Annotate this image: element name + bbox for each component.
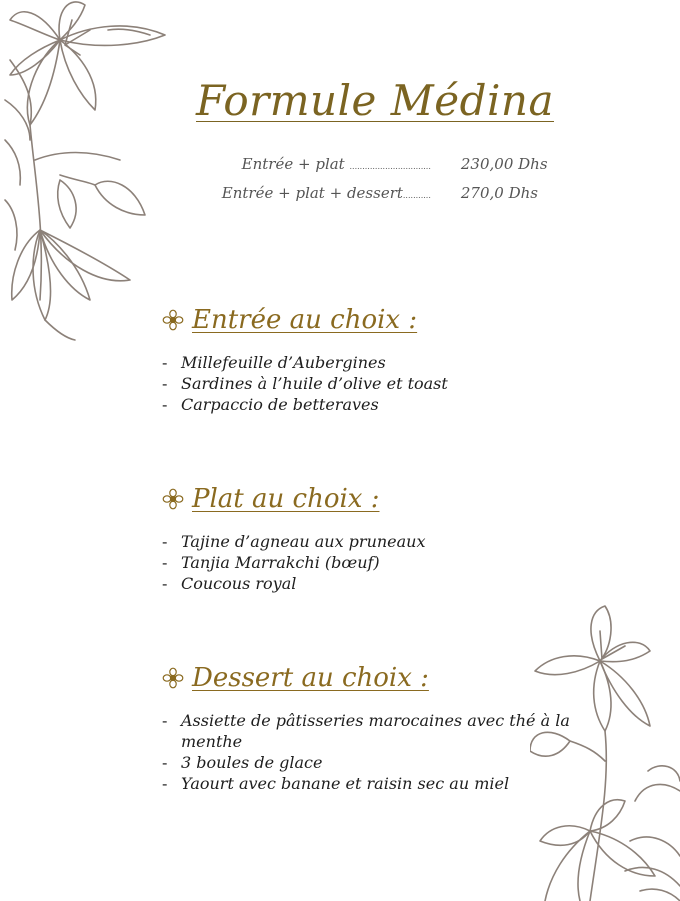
item-text: Carpaccio de betteraves (181, 395, 379, 414)
item-list (162, 352, 632, 415)
list-item (162, 531, 632, 552)
menu-title: Formule Médina (196, 76, 554, 125)
bullet-dash: - (162, 374, 168, 393)
price-dots: ........... (402, 191, 431, 200)
item-text: 3 boules de glace (181, 753, 323, 772)
price-row (195, 155, 575, 184)
section-title: Plat au choix : (192, 484, 380, 514)
price-dots: ................................ (349, 162, 431, 171)
list-item (162, 394, 632, 415)
item-text: Sardines à l’huile d’olive et toast (181, 374, 448, 393)
item-text: Assiette de pâtisseries marocaines avec thé à la menthe (181, 711, 570, 751)
list-item (162, 373, 632, 394)
bullet-dash: - (162, 774, 168, 793)
list-item (162, 552, 632, 573)
list-item (162, 752, 632, 773)
item-text: Coucous royal (181, 574, 297, 593)
price-label: Entrée + plat ................................ (241, 155, 431, 173)
bullet-dash: - (162, 753, 168, 772)
bullet-dash: - (162, 711, 168, 730)
section-title: Entrée au choix : (192, 305, 418, 335)
item-list (162, 531, 632, 594)
price-value: 270,0 Dhs (460, 184, 538, 202)
section-plat (162, 479, 632, 594)
flower-icon (162, 309, 184, 331)
bullet-dash: - (162, 353, 168, 372)
item-text: Millefeuille d’Aubergines (181, 353, 386, 372)
price-row (195, 184, 575, 213)
bullet-dash: - (162, 553, 168, 572)
item-list (162, 710, 632, 794)
bullet-dash: - (162, 532, 168, 551)
section-header (162, 300, 632, 340)
price-value: 230,00 Dhs (460, 155, 548, 173)
section-header (162, 658, 632, 698)
section-title: Dessert au choix : (192, 663, 429, 693)
bullet-dash: - (162, 395, 168, 414)
section-entree (162, 300, 632, 415)
list-item (162, 773, 632, 794)
item-text: Yaourt avec banane et raisin sec au miel (181, 774, 510, 793)
price-table (195, 155, 575, 213)
list-item (162, 710, 632, 752)
section-header (162, 479, 632, 519)
price-label: Entrée + plat + dessert........... (221, 184, 431, 202)
floral-top-left-decoration (0, 0, 175, 350)
section-dessert (162, 658, 632, 794)
flower-icon (162, 488, 184, 510)
list-item (162, 352, 632, 373)
item-text: Tajine d’agneau aux pruneaux (181, 532, 426, 551)
item-text: Tanjia Marrakchi (bœuf) (181, 553, 380, 572)
bullet-dash: - (162, 574, 168, 593)
list-item (162, 573, 632, 594)
flower-icon (162, 667, 184, 689)
